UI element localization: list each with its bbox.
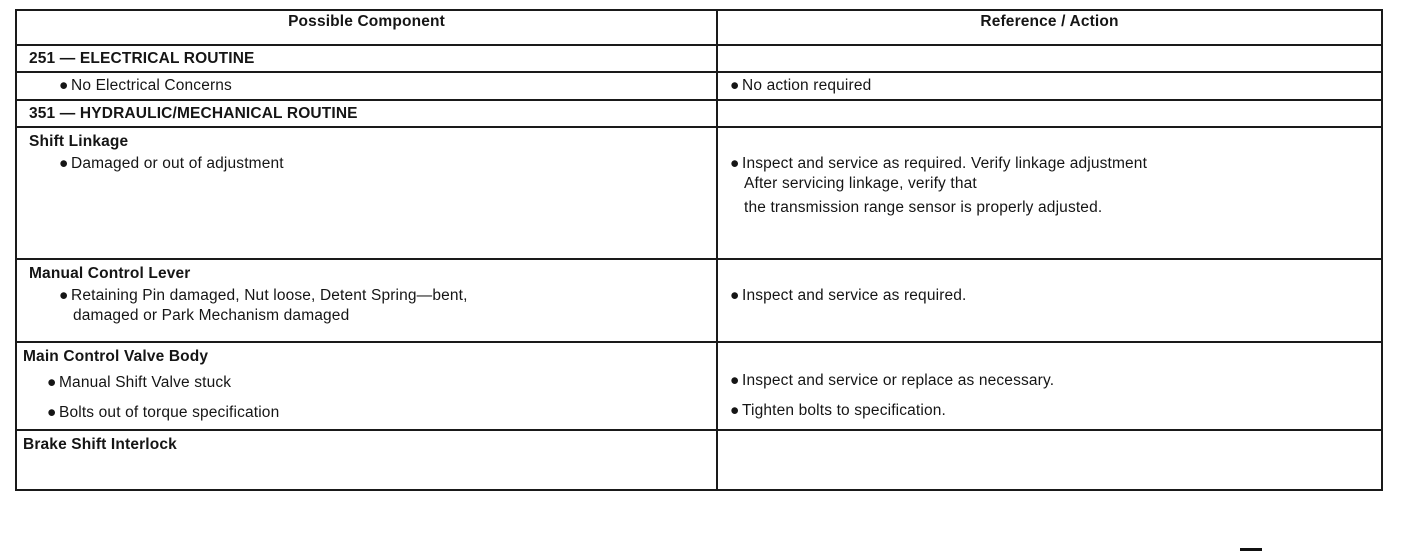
section-heading-manual-control-lever: Manual Control Lever <box>29 265 191 282</box>
component-cell <box>16 342 717 430</box>
action-text: Inspect and service or replace as necessary. <box>742 372 1055 389</box>
column-header-reference <box>717 10 1382 45</box>
action-item <box>718 401 1371 421</box>
action-text: Inspect and service as required. Verify linkage adjustment <box>742 155 1148 172</box>
section-heading-shift-linkage: Shift Linkage <box>29 133 129 150</box>
component-text: Damaged or out of adjustment <box>71 155 284 172</box>
action-item <box>718 286 1371 306</box>
component-item <box>29 76 706 96</box>
routine-heading-electrical <box>17 46 716 71</box>
routine-action-cell-electrical <box>717 45 1382 72</box>
routine-dash: — <box>59 105 76 122</box>
routine-cell-electrical <box>16 45 717 72</box>
action-text: Tighten bolts to specification. <box>742 402 946 419</box>
diagnostic-table <box>15 9 1383 491</box>
bullet-icon: ● <box>47 374 57 391</box>
table-row-shift-linkage <box>16 127 1382 259</box>
component-item <box>29 286 706 306</box>
table-row-main-control-valve-body <box>16 342 1382 430</box>
table-header-row <box>16 10 1382 45</box>
action-text: Inspect and service as required. <box>742 287 967 304</box>
action-item <box>718 154 1371 174</box>
column-header-component <box>16 10 717 45</box>
routine-title: HYDRAULIC/MECHANICAL ROUTINE <box>79 105 358 122</box>
table-row-manual-control-lever <box>16 259 1382 342</box>
column-header-component-label: Possible Component <box>288 13 445 30</box>
component-text: Bolts out of torque specification <box>59 404 280 421</box>
action-text: No action required <box>742 77 872 94</box>
component-cell <box>16 430 717 490</box>
action-item <box>718 371 1371 391</box>
component-cell <box>16 259 717 342</box>
bullet-icon: ● <box>59 77 69 94</box>
component-item <box>23 373 706 393</box>
routine-action-cell-hydraulic <box>717 100 1382 127</box>
component-item <box>23 403 706 423</box>
bullet-icon: ● <box>730 372 740 389</box>
action-cell <box>717 342 1382 430</box>
bullet-icon: ● <box>730 287 740 304</box>
component-cell <box>16 127 717 259</box>
component-cell <box>16 72 717 100</box>
table-row-brake-shift-interlock <box>16 430 1382 490</box>
component-item <box>29 154 706 174</box>
routine-row-electrical <box>16 45 1382 72</box>
action-item <box>718 76 1371 96</box>
action-cell <box>717 127 1382 259</box>
action-cell <box>717 72 1382 100</box>
spacer <box>718 132 1371 154</box>
routine-cell-hydraulic <box>16 100 717 127</box>
bullet-icon: ● <box>730 77 740 94</box>
component-text: Manual Shift Valve stuck <box>59 374 232 391</box>
routine-title: ELECTRICAL ROUTINE <box>79 50 255 67</box>
routine-number: 251 <box>29 50 56 67</box>
component-text-continued: damaged or Park Mechanism damaged <box>73 307 350 324</box>
routine-heading-hydraulic <box>17 101 716 126</box>
routine-dash: — <box>59 50 76 67</box>
action-text-continued: the transmission range sensor is properly adjusted. <box>744 199 1103 216</box>
action-text-continued: After servicing linkage, verify that <box>744 175 977 192</box>
component-text: No Electrical Concerns <box>71 77 232 94</box>
section-heading-main-control-valve-body: Main Control Valve Body <box>23 348 209 365</box>
bullet-icon: ● <box>730 402 740 419</box>
column-header-reference-label: Reference / Action <box>980 13 1119 30</box>
bullet-icon: ● <box>47 404 57 421</box>
spacer <box>718 264 1371 286</box>
component-text: Retaining Pin damaged, Nut loose, Detent Spring—bent, <box>71 287 468 304</box>
routine-row-hydraulic <box>16 100 1382 127</box>
routine-number: 351 <box>29 105 56 122</box>
bullet-icon: ● <box>730 155 740 172</box>
section-heading-brake-shift-interlock: Brake Shift Interlock <box>23 436 177 453</box>
table-row <box>16 72 1382 100</box>
action-cell <box>717 259 1382 342</box>
action-cell <box>717 430 1382 490</box>
bullet-icon: ● <box>59 287 69 304</box>
spacer <box>718 347 1371 371</box>
scan-mark <box>1240 548 1262 551</box>
bullet-icon: ● <box>59 155 69 172</box>
